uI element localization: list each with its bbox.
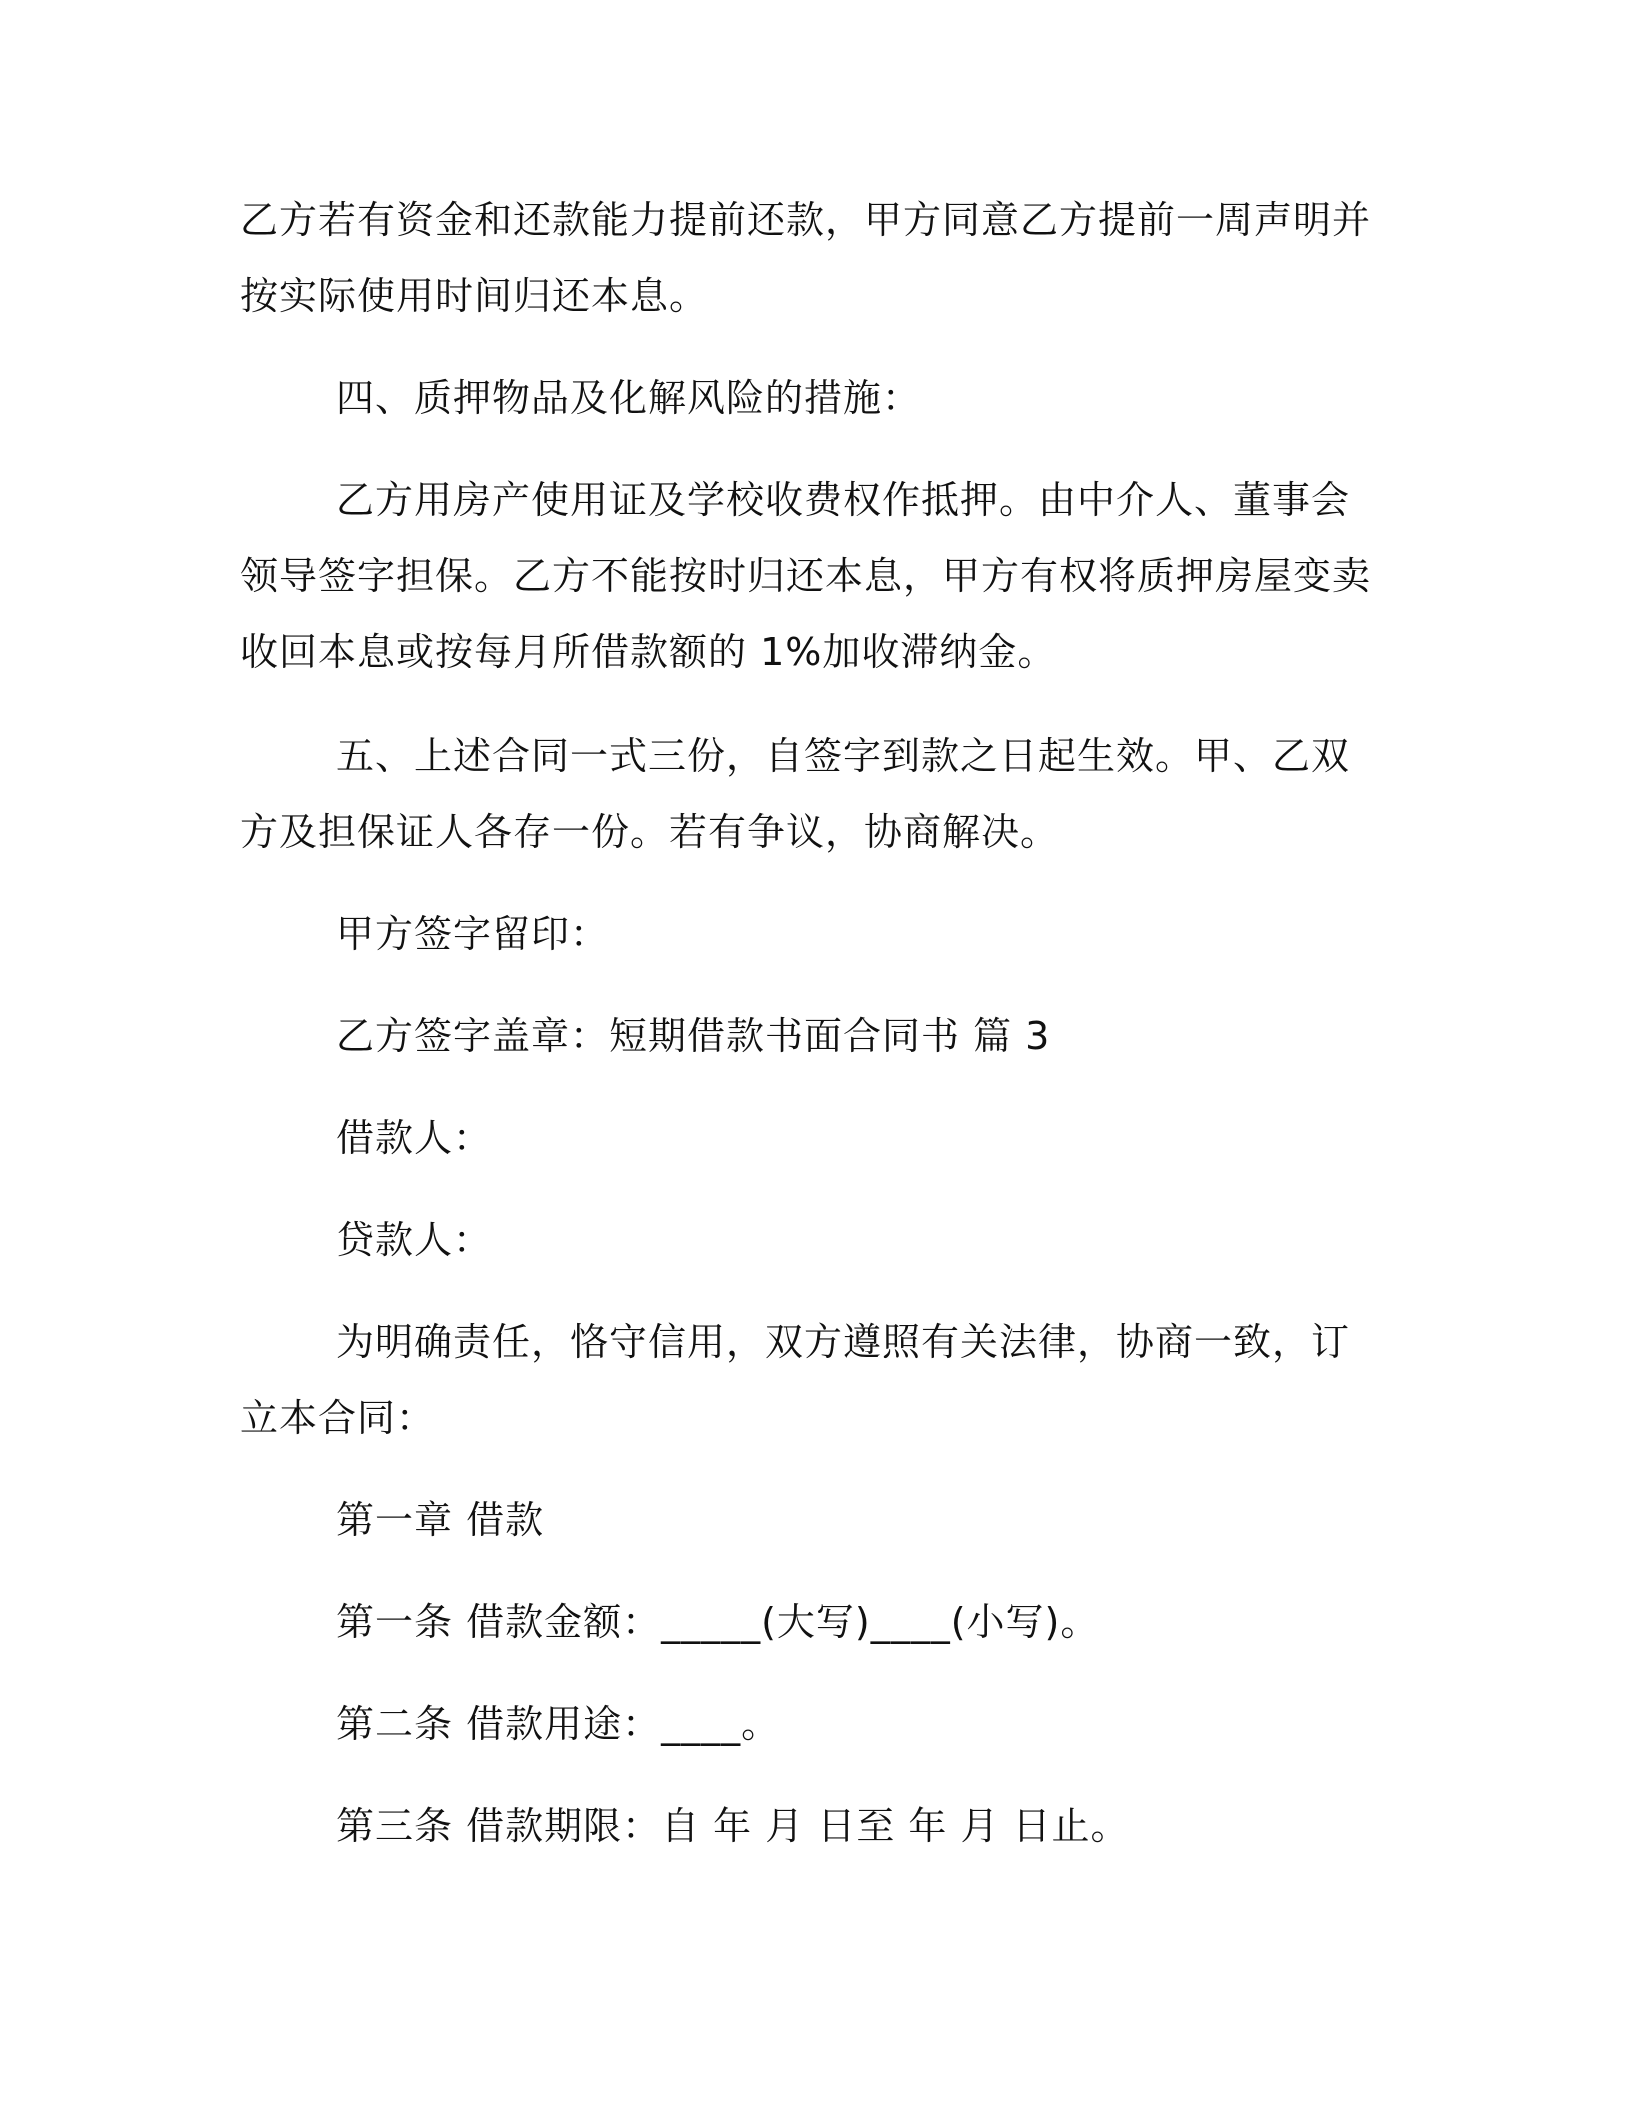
- article-loan-term: 第三条 借款期限：自 年 月 日至 年 月 日止。: [336, 1804, 1130, 1848]
- borrower-line: 借款人：: [336, 1116, 493, 1160]
- article-loan-amount: 第一条 借款金额：_____(大写)____(小写)。: [336, 1600, 1100, 1644]
- party-b-signature-line: 乙方签字盖章：短期借款书面合同书 篇 3: [336, 1014, 1051, 1058]
- lender-line: 贷款人：: [336, 1218, 493, 1262]
- paragraph-pledge-measures: 乙方用房产使用证及学校收费权作抵押。由中介人、董事会领导签字担保。乙方不能按时归还本息，甲方有权将质押房屋变卖收回本息或按每月所借款额的 1%加收滞纳金。: [240, 478, 1372, 674]
- chapter-heading-loan: 第一章 借款: [336, 1498, 545, 1542]
- paragraph-contract-copies: 五、上述合同一式三份，自签字到款之日起生效。甲、乙双方及担保证人各存一份。若有争议，协商解决。: [240, 734, 1351, 854]
- article-loan-purpose: 第二条 借款用途：____。: [336, 1702, 781, 1746]
- party-a-signature-line: 甲方签字留印：: [336, 912, 610, 956]
- paragraph-contract-purpose: 为明确责任，恪守信用，双方遵照有关法律，协商一致，订立本合同：: [240, 1320, 1351, 1440]
- section-heading-pledge: 四、质押物品及化解风险的措施：: [336, 376, 922, 420]
- paragraph-early-repayment: 乙方若有资金和还款能力提前还款，甲方同意乙方提前一周声明并按实际使用时间归还本息。: [240, 198, 1372, 318]
